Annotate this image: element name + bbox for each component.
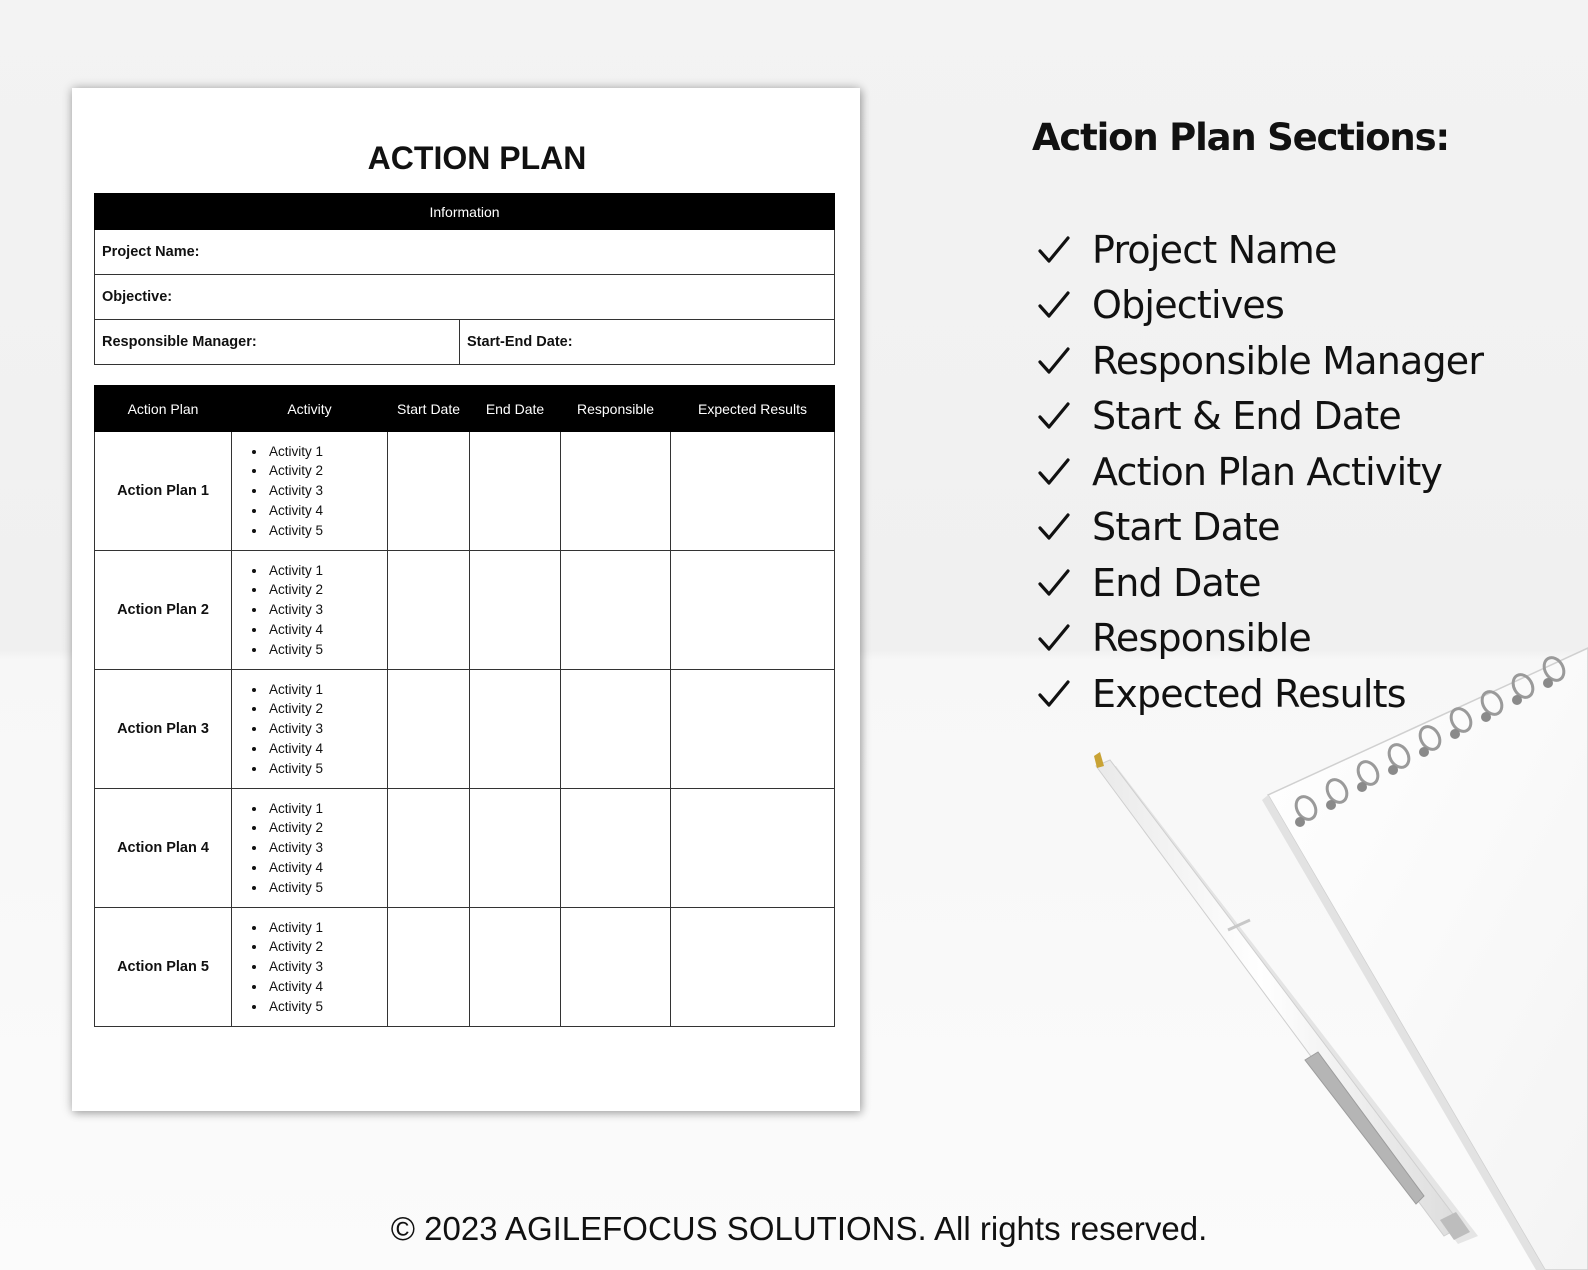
list-item: • Activity 4 bbox=[267, 977, 387, 997]
section-label: Objectives bbox=[1092, 283, 1284, 328]
sections-title: Action Plan Sections: bbox=[1032, 116, 1449, 159]
checkmark-icon bbox=[1036, 676, 1072, 712]
table-header-row bbox=[95, 386, 835, 432]
list-item bbox=[1036, 666, 1483, 722]
checkmark-icon bbox=[1036, 509, 1072, 545]
information-header: Information bbox=[95, 194, 835, 230]
list-item: • Activity 4 bbox=[267, 501, 387, 521]
expected-results-cell bbox=[671, 789, 835, 908]
expected-results-cell bbox=[671, 432, 835, 551]
list-item: • Activity 3 bbox=[267, 481, 387, 501]
list-item: • Activity 1 bbox=[267, 561, 387, 581]
list-item: • Activity 3 bbox=[267, 719, 387, 739]
list-item: • Activity 4 bbox=[267, 739, 387, 759]
end-date-cell bbox=[470, 789, 561, 908]
responsible-cell bbox=[561, 670, 671, 789]
activity-list bbox=[232, 680, 387, 779]
list-item bbox=[1036, 611, 1483, 667]
action-plan-name: Action Plan 3 bbox=[95, 670, 232, 789]
list-item: • Activity 2 bbox=[267, 461, 387, 481]
end-date-cell bbox=[470, 908, 561, 1027]
start-end-date-label: Start-End Date: bbox=[460, 320, 835, 365]
list-item: • Activity 5 bbox=[267, 759, 387, 779]
responsible-cell bbox=[561, 789, 671, 908]
activity-cell bbox=[232, 432, 388, 551]
list-item bbox=[1036, 389, 1483, 445]
table-row bbox=[95, 670, 835, 789]
checkmark-icon bbox=[1036, 232, 1072, 268]
activity-cell bbox=[232, 908, 388, 1027]
action-plan-table bbox=[94, 385, 835, 1027]
column-header: Action Plan bbox=[95, 386, 232, 432]
checkmark-icon bbox=[1036, 287, 1072, 323]
list-item: • Activity 2 bbox=[267, 818, 387, 838]
activity-list bbox=[232, 918, 387, 1017]
section-label: End Date bbox=[1092, 560, 1261, 605]
activity-cell bbox=[232, 789, 388, 908]
list-item bbox=[1036, 222, 1483, 278]
sections-list bbox=[1036, 222, 1483, 722]
list-item: • Activity 4 bbox=[267, 620, 387, 640]
column-header: Activity bbox=[232, 386, 388, 432]
checkmark-icon bbox=[1036, 620, 1072, 656]
section-label: Responsible Manager bbox=[1092, 338, 1484, 383]
responsible-cell bbox=[561, 551, 671, 670]
list-item: • Activity 2 bbox=[267, 937, 387, 957]
checkmark-icon bbox=[1036, 454, 1072, 490]
action-plan-sheet bbox=[72, 88, 860, 1111]
list-item: • Activity 5 bbox=[267, 878, 387, 898]
list-item: • Activity 5 bbox=[267, 640, 387, 660]
activity-list bbox=[232, 442, 387, 541]
end-date-cell bbox=[470, 432, 561, 551]
list-item: • Activity 4 bbox=[267, 858, 387, 878]
list-item: • Activity 5 bbox=[267, 997, 387, 1017]
project-name-label: Project Name: bbox=[95, 230, 835, 275]
action-plan-name: Action Plan 5 bbox=[95, 908, 232, 1027]
list-item: • Activity 1 bbox=[267, 442, 387, 462]
expected-results-cell bbox=[671, 670, 835, 789]
list-item: • Activity 1 bbox=[267, 799, 387, 819]
list-item: • Activity 3 bbox=[267, 600, 387, 620]
section-label: Start Date bbox=[1092, 505, 1280, 550]
start-date-cell bbox=[388, 432, 470, 551]
expected-results-cell bbox=[671, 908, 835, 1027]
end-date-cell bbox=[470, 670, 561, 789]
list-item bbox=[1036, 555, 1483, 611]
objective-label: Objective: bbox=[95, 275, 835, 320]
list-item: • Activity 3 bbox=[267, 957, 387, 977]
list-item bbox=[1036, 500, 1483, 556]
list-item bbox=[1036, 278, 1483, 334]
section-label: Responsible bbox=[1092, 616, 1311, 661]
column-header: End Date bbox=[470, 386, 561, 432]
list-item bbox=[1036, 444, 1483, 500]
start-date-cell bbox=[388, 551, 470, 670]
checkmark-icon bbox=[1036, 565, 1072, 601]
list-item bbox=[1036, 333, 1483, 389]
column-header: Expected Results bbox=[671, 386, 835, 432]
activity-list bbox=[232, 561, 387, 660]
section-label: Start & End Date bbox=[1092, 394, 1401, 439]
expected-results-cell bbox=[671, 551, 835, 670]
table-row bbox=[95, 551, 835, 670]
section-label: Expected Results bbox=[1092, 671, 1406, 716]
activity-cell bbox=[232, 551, 388, 670]
start-date-cell bbox=[388, 789, 470, 908]
action-plan-name: Action Plan 4 bbox=[95, 789, 232, 908]
activity-list bbox=[232, 799, 387, 898]
list-item: • Activity 1 bbox=[267, 680, 387, 700]
table-row bbox=[95, 789, 835, 908]
responsible-cell bbox=[561, 908, 671, 1027]
responsible-manager-label: Responsible Manager: bbox=[95, 320, 460, 365]
list-item: • Activity 1 bbox=[267, 918, 387, 938]
section-label: Action Plan Activity bbox=[1092, 449, 1443, 494]
table-row bbox=[95, 432, 835, 551]
list-item: • Activity 5 bbox=[267, 521, 387, 541]
information-table bbox=[94, 193, 835, 365]
responsible-cell bbox=[561, 432, 671, 551]
list-item: • Activity 2 bbox=[267, 699, 387, 719]
checkmark-icon bbox=[1036, 398, 1072, 434]
start-date-cell bbox=[388, 908, 470, 1027]
table-row bbox=[95, 908, 835, 1027]
checkmark-icon bbox=[1036, 343, 1072, 379]
end-date-cell bbox=[470, 551, 561, 670]
list-item: • Activity 2 bbox=[267, 580, 387, 600]
start-date-cell bbox=[388, 670, 470, 789]
copyright-notice: © 2023 AGILEFOCUS SOLUTIONS. All rights reserved. bbox=[390, 1210, 1208, 1247]
list-item: • Activity 3 bbox=[267, 838, 387, 858]
column-header: Responsible bbox=[561, 386, 671, 432]
action-plan-name: Action Plan 2 bbox=[95, 551, 232, 670]
section-label: Project Name bbox=[1092, 227, 1337, 272]
document-title: ACTION PLAN bbox=[367, 140, 587, 176]
action-plan-name: Action Plan 1 bbox=[95, 432, 232, 551]
column-header: Start Date bbox=[388, 386, 470, 432]
activity-cell bbox=[232, 670, 388, 789]
